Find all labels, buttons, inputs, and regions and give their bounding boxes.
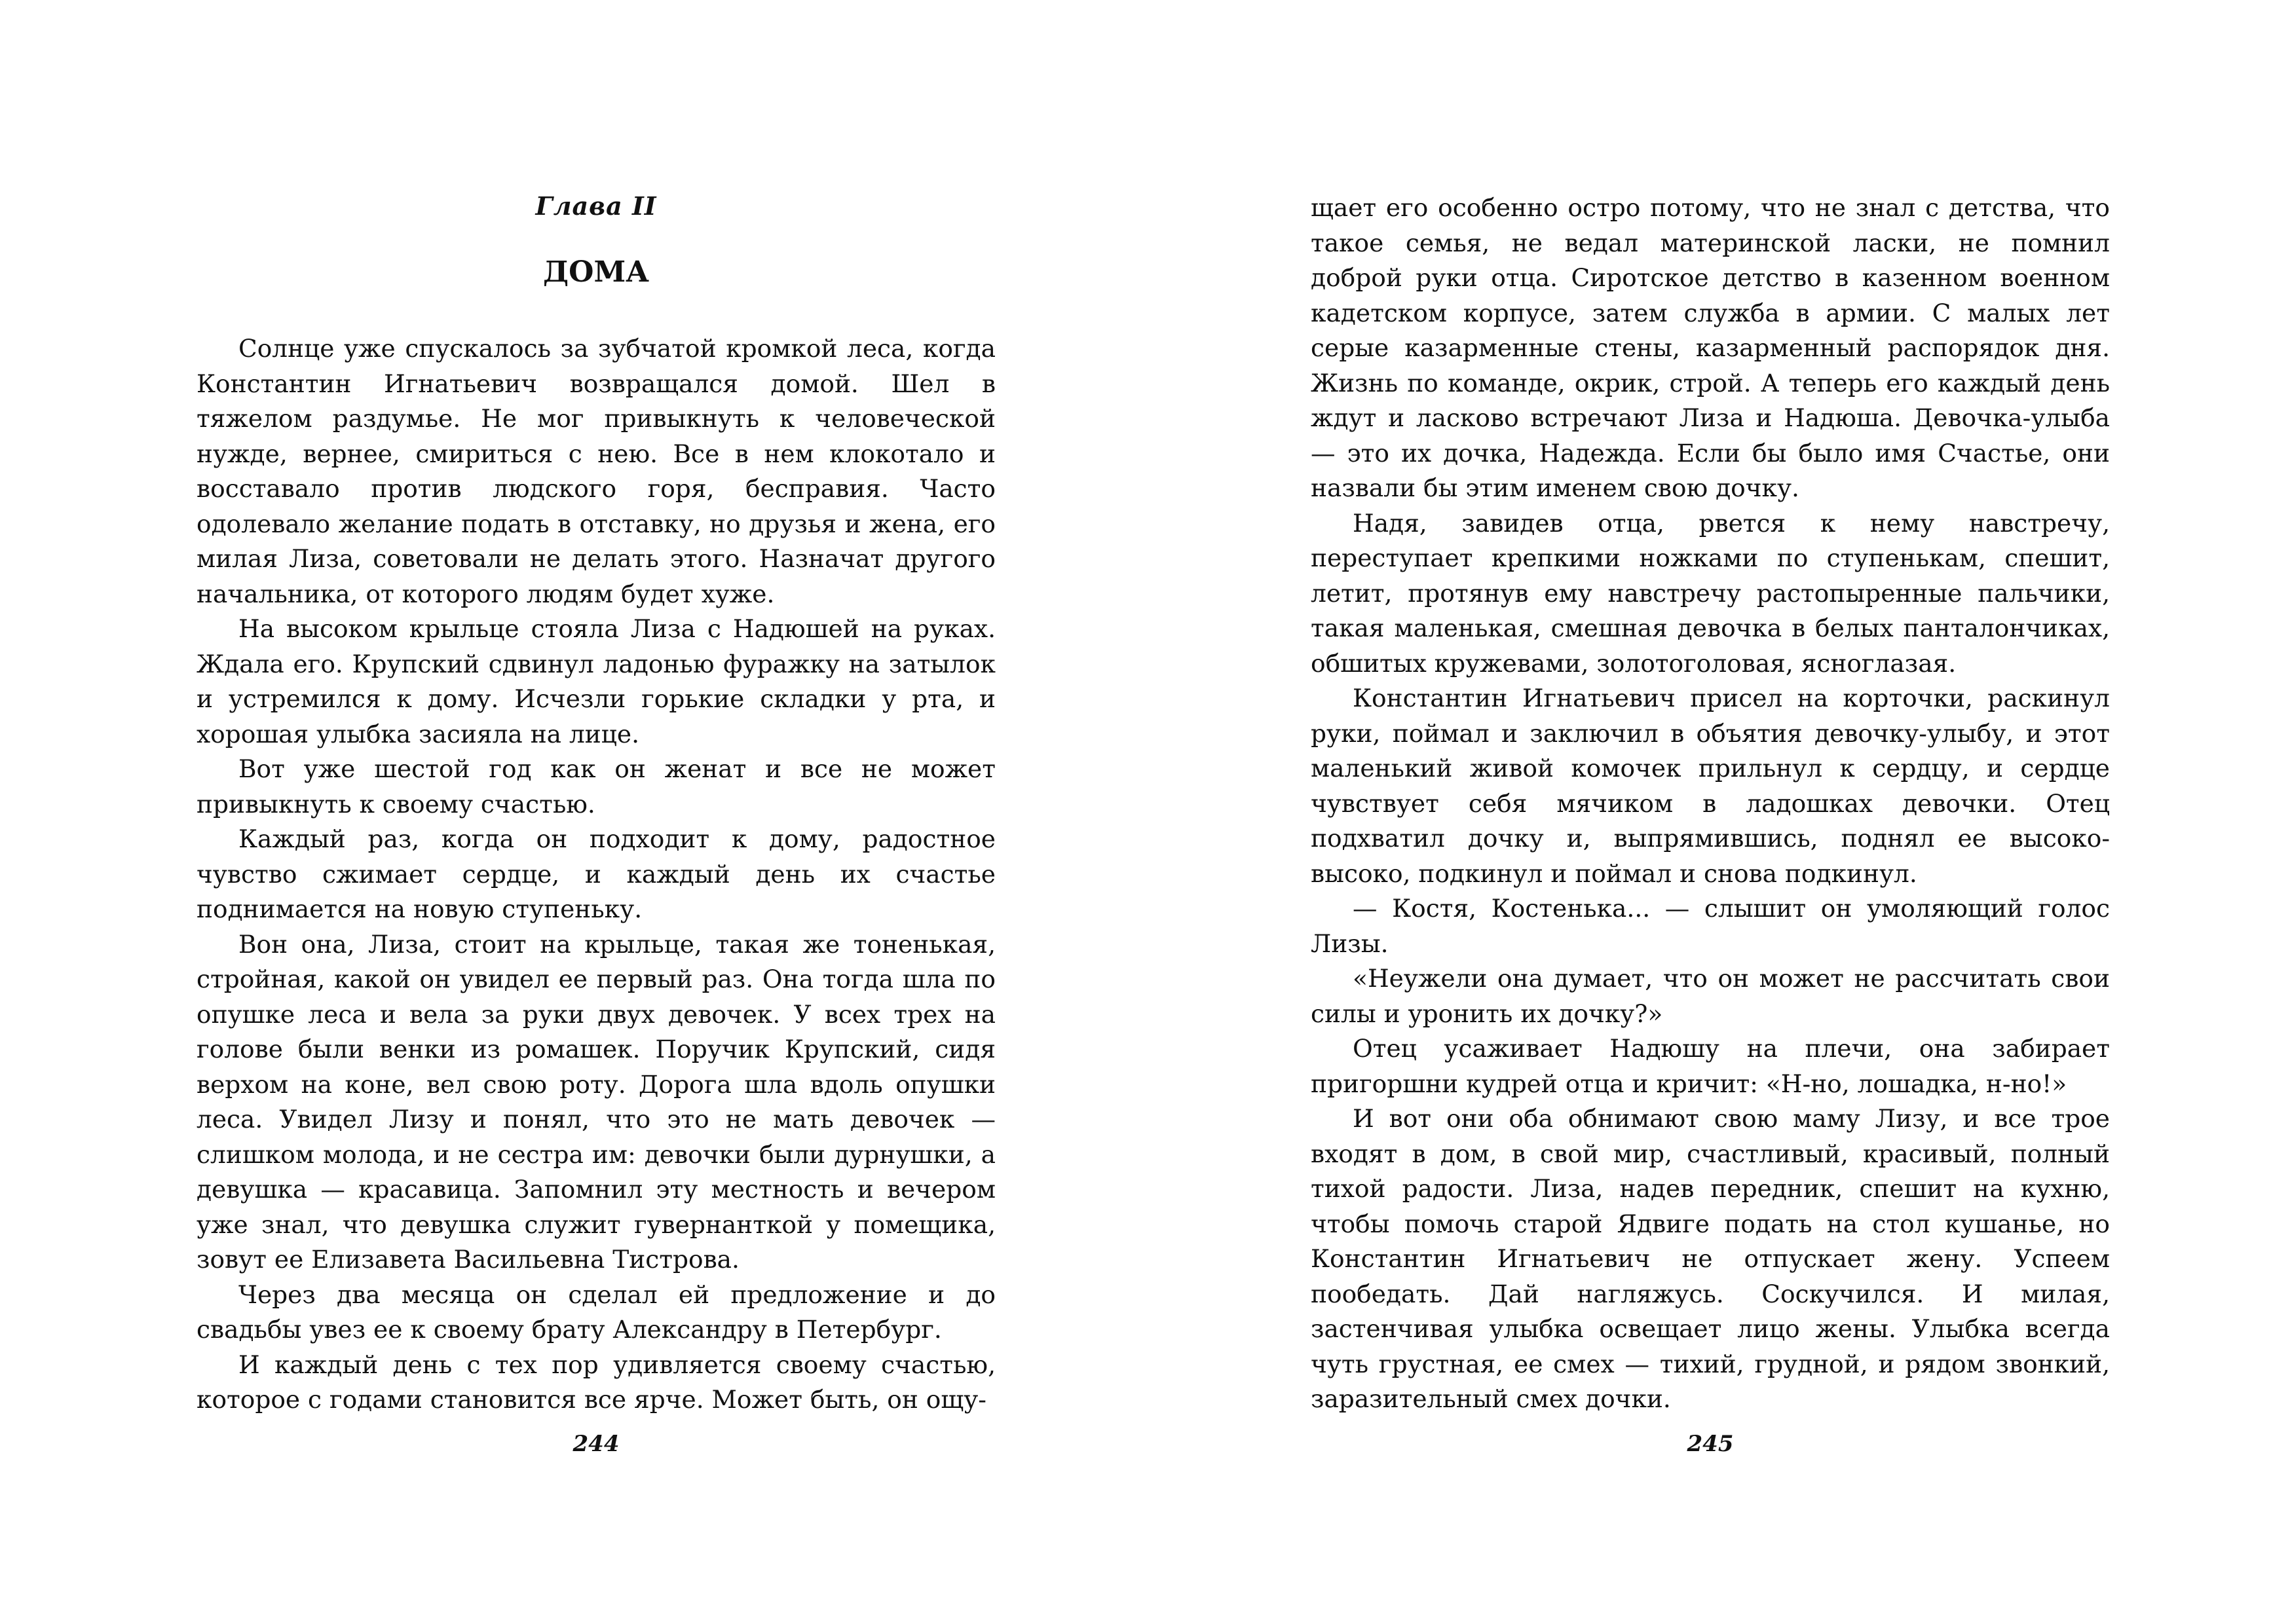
chapter-label: Глава II bbox=[535, 191, 657, 221]
paragraph: И каждый день с тех пор удивляется своему счастью, которое с годами становится все ярче. Может быть, он ощу- bbox=[197, 1350, 996, 1414]
page-number: 245 bbox=[1687, 1431, 1734, 1457]
paragraph: Отец усаживает Надюшу на плечи, она забирает пригоршни кудрей отца и кричит: «Н-но, лошадка, н-но!» bbox=[1311, 1034, 2110, 1098]
paragraph: Солнце уже спускалось за зубчатой кромкой леса, когда Константин Игнатьевич возвращался домой. Шел в тяжелом раздумье. Не мог привыкнуть к человеческой нужде, вернее, смириться с нею. Все в нем клокотало и восставало против людского горя, бесправия. Часто одолевало желание подать в отставку, но друзья и жена, его милая Лиза, советовали не делать этого. Назначат другого начальника, от которого людям будет хуже. bbox=[197, 334, 996, 608]
paragraph-continued: щает его особенно остро потому, что не знал с детства, что такое семья, не ведал материнской ласки, не помнил доброй руки отца. Сиротское детство в казенном военном кадетском корпусе, затем служба в армии. С малых лет серые казарменные стены, казарменный распорядок дня. Жизнь по команде, окрик, строй. А теперь его каждый день ждут и ласково встречают Лиза и Надюша. Девочка-улыба — это их дочка, Надежда. Если бы было имя Счастье, они назвали бы этим именем свою дочку. bbox=[1311, 193, 2110, 502]
paragraph: И вот они оба обнимают свою маму Лизу, и все трое входят в дом, в свой мир, счастливый, красивый, полный тихой радости. Лиза, надев передник, спешит на кухню, чтобы помочь старой Ядвиге подать на стол кушанье, но Константин Игнатьевич не отпускает жену. Успеем пообедать. Дай нагляжусь. Соскучился. И милая, застенчивая улыбка освещает лицо жены. Улыбка всегда чуть грустная, ее смех — тихий, грудной, и рядом звонкий, заразительный смех дочки. bbox=[1311, 1104, 2110, 1413]
paragraph: На высоком крыльце стояла Лиза с Надюшей на руках. Ждала его. Крупский сдвинул ладонью фуражку на затылок и устремился к дому. Исчезли горькие складки у рта, и хорошая улыбка засияла на лице. bbox=[197, 614, 996, 748]
paragraph: Надя, завидев отца, рвется к нему навстречу, переступает крепкими ножками по ступенькам, спешит, летит, протянув ему навстречу растопыренные пальчики, такая маленькая, смешная девочка в белых панталончиках, обшитых кружевами, золотоголовая, ясноглазая. bbox=[1311, 508, 2110, 678]
paragraph: «Неужели она думает, что он может не рассчитать свои силы и уронить их дочку?» bbox=[1311, 964, 2110, 1028]
paragraph: Через два месяца он сделал ей предложение и до свадьбы увез ее к своему брату Александру в Петербург. bbox=[197, 1280, 996, 1344]
paragraph: — Костя, Костенька... — слышит он умоляющий голос Лизы. bbox=[1311, 894, 2110, 958]
right-page-text bbox=[1311, 191, 2110, 1417]
paragraph: Вон она, Лиза, стоит на крыльце, такая же тоненькая, стройная, какой он увидел ее первый раз. Она тогда шла по опушке леса и вела за руки двух девочек. У всех трех на голове были венки из ромашек. Поручик Крупский, сидя верхом на коне, вел свою роту. Дорога шла вдоль опушки леса. Увидел Лизу и понял, что это не мать девочек — слишком молода, и не сестра им: девочки были дурнушки, а девушка — красавица. Запомнил эту местность и вечером уже знал, что девушка служит гувернанткой у помещика, зовут ее Елизавета Васильевна Тистрова. bbox=[197, 929, 996, 1274]
paragraph: Каждый раз, когда он подходит к дому, радостное чувство сжимает сердце, и каждый день их счастье поднимается на новую ступеньку. bbox=[197, 824, 996, 923]
left-page-text bbox=[197, 331, 996, 1418]
paragraph: Константин Игнатьевич присел на корточки, раскинул руки, поймал и заключил в объятия девочку-улыбу, и этот маленький живой комочек прильнул к сердцу, и сердце чувствует себя мячиком в ладошках девочки. Отец подхватил дочку и, выпрямившись, поднял ее высоко-высоко, подкинул и поймал и снова подкинул. bbox=[1311, 684, 2110, 888]
left-page bbox=[197, 0, 996, 1624]
chapter-title: ДОМА bbox=[543, 255, 649, 289]
right-page bbox=[1311, 0, 2110, 1624]
page-number: 244 bbox=[572, 1431, 620, 1457]
paragraph: Вот уже шестой год как он женат и все не может привыкнуть к своему счастью. bbox=[197, 754, 996, 819]
